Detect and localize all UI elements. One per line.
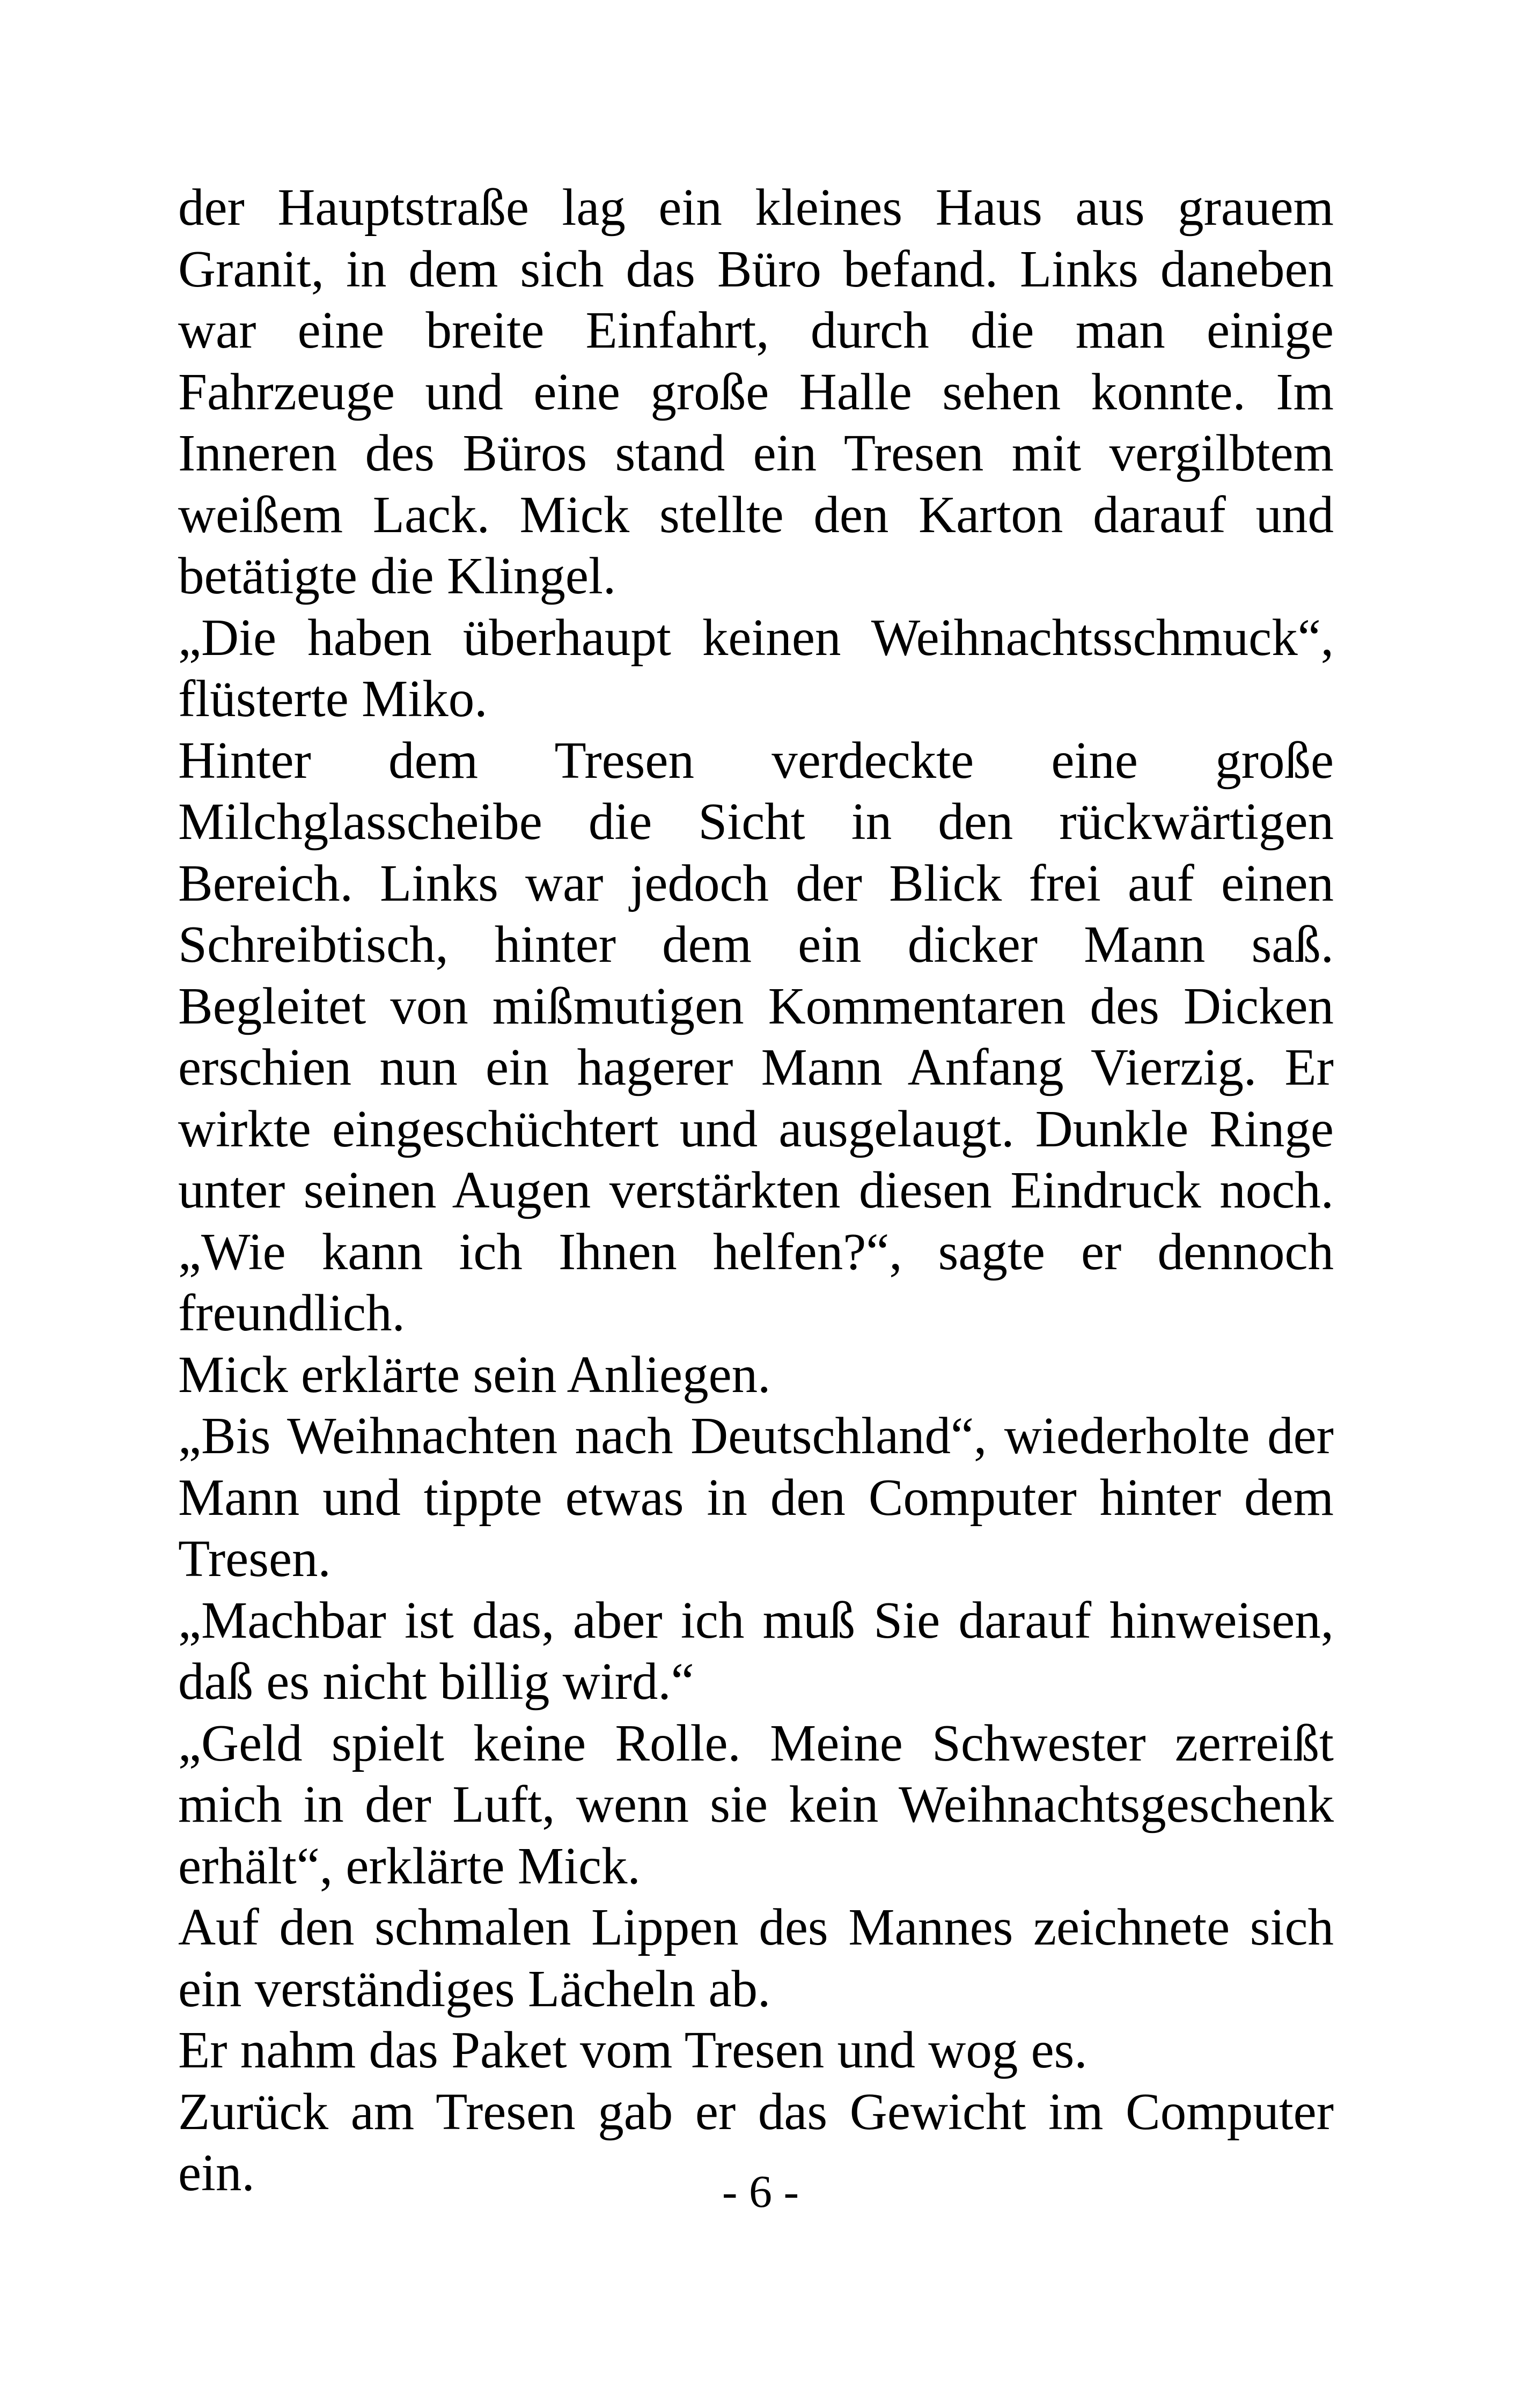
text-line: Fahrzeuge und eine große Halle sehen konnte. Im bbox=[178, 363, 1334, 421]
text-line: ein. bbox=[178, 2144, 255, 2201]
text-line: freundlich. bbox=[178, 1284, 405, 1342]
text-line: der Hauptstraße lag ein kleines Haus aus grauem bbox=[178, 179, 1334, 236]
text-line: Hinter dem Tresen verdeckte eine große bbox=[178, 731, 1334, 789]
text-line: Milchglasscheibe die Sicht in den rückwärtigen bbox=[178, 793, 1334, 850]
text-line: weißem Lack. Mick stellte den Karton darauf und bbox=[178, 485, 1334, 543]
text-line: daß es nicht billig wird.“ bbox=[178, 1653, 694, 1710]
text-line: „Wie kann ich Ihnen helfen?“, sagte er dennoch bbox=[178, 1223, 1334, 1280]
text-line: erhält“, erklärte Mick. bbox=[178, 1837, 641, 1895]
text-line: war eine breite Einfahrt, durch die man einige bbox=[178, 301, 1334, 359]
text-line: erschien nun ein hagerer Mann Anfang Vierzig. Er bbox=[178, 1039, 1334, 1096]
page-number: - 6 - bbox=[722, 2166, 799, 2217]
text-line: betätigte die Klingel. bbox=[178, 547, 616, 605]
text-line: Schreibtisch, hinter dem ein dicker Mann saß. bbox=[178, 916, 1334, 973]
text-line: „Machbar ist das, aber ich muß Sie darauf hinweisen, bbox=[178, 1591, 1334, 1649]
page-text-block bbox=[178, 177, 1334, 2204]
text-line: Mick erklärte sein Anliegen. bbox=[178, 1345, 771, 1403]
text-line: Zurück am Tresen gab er das Gewicht im Computer bbox=[178, 2082, 1334, 2140]
text-line: Auf den schmalen Lippen des Mannes zeichnete sich bbox=[178, 1898, 1334, 1956]
text-line: Inneren des Büros stand ein Tresen mit vergilbtem bbox=[178, 424, 1334, 482]
text-line: „Die haben überhaupt keinen Weihnachtsschmuck“, bbox=[178, 608, 1334, 666]
text-line: ein verständiges Lächeln ab. bbox=[178, 1960, 771, 2017]
text-line: „Geld spielt keine Rolle. Meine Schwester zerreißt bbox=[178, 1714, 1334, 1772]
text-line: Er nahm das Paket vom Tresen und wog es. bbox=[178, 2021, 1088, 2079]
text-line: mich in der Luft, wenn sie kein Weihnachtsgeschenk bbox=[178, 1776, 1334, 1833]
text-line: wirkte eingeschüchtert und ausgelaugt. Dunkle Ringe bbox=[178, 1100, 1334, 1158]
text-line: „Bis Weihnachten nach Deutschland“, wiederholte der bbox=[178, 1407, 1334, 1464]
text-line: flüsterte Miko. bbox=[178, 670, 488, 727]
text-line: Bereich. Links war jedoch der Blick frei auf einen bbox=[178, 854, 1334, 912]
text-line: Tresen. bbox=[178, 1530, 331, 1587]
text-line: Granit, in dem sich das Büro befand. Links daneben bbox=[178, 240, 1334, 298]
text-line: Mann und tippte etwas in den Computer hinter dem bbox=[178, 1468, 1334, 1526]
text-line: Begleitet von mißmutigen Kommentaren des Dicken bbox=[178, 977, 1334, 1035]
text-line: unter seinen Augen verstärkten diesen Eindruck noch. bbox=[178, 1161, 1334, 1219]
